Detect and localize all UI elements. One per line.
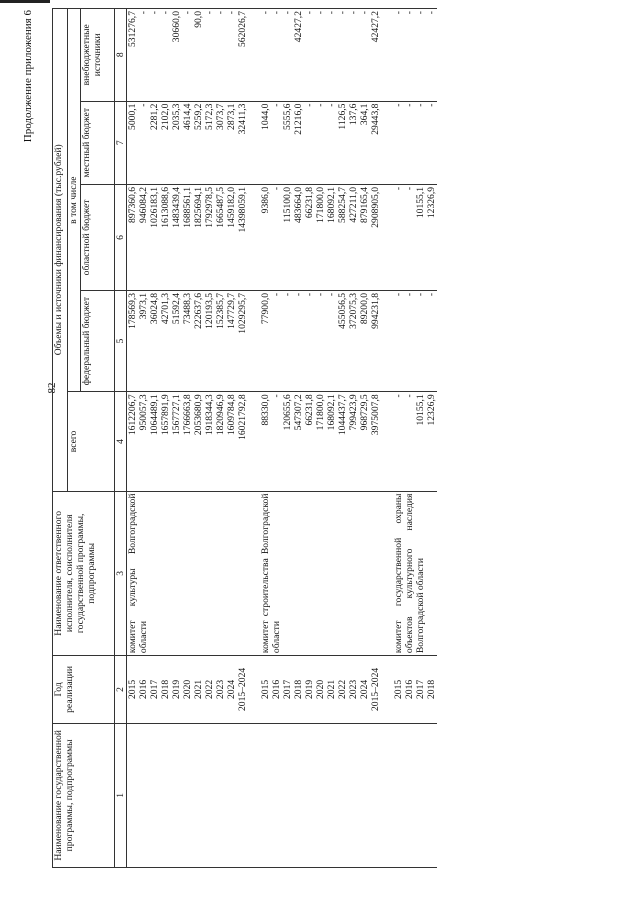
value-ext: - <box>348 9 359 102</box>
value-reg: 1459182,0 <box>226 184 237 290</box>
value-ext: - <box>404 9 415 102</box>
table-row <box>404 9 415 868</box>
value-fed: - <box>315 290 326 391</box>
value-ext: - <box>215 9 226 102</box>
value-total: 968729,5 <box>359 392 370 491</box>
value-loc: 1126,5 <box>337 101 348 184</box>
value-fed: - <box>282 290 293 391</box>
value-ext: - <box>337 9 348 102</box>
value-ext: - <box>226 9 237 102</box>
program-cell <box>127 723 139 867</box>
program-cell <box>326 723 337 867</box>
program-cell <box>337 723 348 867</box>
year-cell: 2024 <box>226 656 237 724</box>
value-total: 88330,0 <box>248 392 271 491</box>
col-number: 2 <box>115 656 127 724</box>
year-cell: 2018 <box>293 656 304 724</box>
value-fed: 120193,5 <box>204 290 215 391</box>
value-total: 1044437,7 <box>337 392 348 491</box>
value-total: 171800,0 <box>315 392 326 491</box>
value-loc: 2281,2 <box>149 101 160 184</box>
table-row <box>359 9 370 868</box>
executor-cell: комитет строительства Волгоградской области <box>248 491 381 656</box>
value-reg: 14398059,1 <box>237 184 248 290</box>
value-loc: - <box>381 101 404 184</box>
value-total: 1918344,3 <box>204 392 215 491</box>
program-cell <box>304 723 315 867</box>
value-loc: 21216,0 <box>293 101 304 184</box>
value-total: 12326,9 <box>426 392 437 491</box>
value-ext: - <box>282 9 293 102</box>
table-row <box>370 9 381 868</box>
value-loc: - <box>415 101 426 184</box>
program-cell <box>370 723 381 867</box>
header-total: всего <box>68 392 115 491</box>
year-cell: 2016 <box>404 656 415 724</box>
value-total: 1567727,1 <box>171 392 182 491</box>
value-loc: 2873,1 <box>226 101 237 184</box>
program-cell <box>381 723 404 867</box>
value-reg: 66231,8 <box>304 184 315 290</box>
program-cell <box>193 723 204 867</box>
value-loc: 364,1 <box>359 101 370 184</box>
value-reg: 427211,0 <box>348 184 359 290</box>
year-cell: 2017 <box>282 656 293 724</box>
table-row <box>282 9 293 868</box>
value-ext: - <box>426 9 437 102</box>
table-row <box>337 9 348 868</box>
value-ext: - <box>160 9 171 102</box>
table-row <box>149 9 160 868</box>
value-reg: 879165,4 <box>359 184 370 290</box>
year-cell: 2016 <box>138 656 149 724</box>
value-total: 799423,9 <box>348 392 359 491</box>
table-row <box>315 9 326 868</box>
value-loc: 29443,8 <box>370 101 381 184</box>
program-cell <box>171 723 182 867</box>
year-cell: 2015 <box>127 656 139 724</box>
value-reg: 1825694,1 <box>193 184 204 290</box>
program-cell <box>226 723 237 867</box>
value-total: 2053680,9 <box>193 392 204 491</box>
value-loc: 5000,1 <box>127 101 139 184</box>
year-cell: 2019 <box>304 656 315 724</box>
table-row <box>326 9 337 868</box>
value-total: 1612206,7 <box>127 392 139 491</box>
program-cell <box>215 723 226 867</box>
value-total: 10155,1 <box>415 392 426 491</box>
value-ext: - <box>248 9 271 102</box>
value-loc: 1044,0 <box>248 101 271 184</box>
value-total: 547307,2 <box>293 392 304 491</box>
value-total: 3975007,8 <box>370 392 381 491</box>
value-total: 1657891,9 <box>160 392 171 491</box>
year-cell: 2022 <box>337 656 348 724</box>
program-cell <box>404 723 415 867</box>
value-ext: 562026,7 <box>237 9 248 102</box>
value-loc: 32411,3 <box>237 101 248 184</box>
table-row <box>426 9 437 868</box>
table-row <box>293 9 304 868</box>
program-cell <box>282 723 293 867</box>
continuation-title: Продолжение приложения 6 <box>22 10 34 143</box>
col-number: 1 <box>115 723 127 867</box>
value-reg: 1688561,1 <box>182 184 193 290</box>
value-reg: 12326,9 <box>426 184 437 290</box>
value-reg: 1613088,6 <box>160 184 171 290</box>
table-row <box>271 9 282 868</box>
value-fed: - <box>426 290 437 391</box>
program-cell <box>160 723 171 867</box>
value-total: - <box>271 392 282 491</box>
value-reg: 168092,1 <box>326 184 337 290</box>
year-cell: 2015–2024 <box>237 656 248 724</box>
year-cell: 2020 <box>315 656 326 724</box>
value-total: 1064489,1 <box>149 392 160 491</box>
year-cell: 2018 <box>160 656 171 724</box>
value-ext: 90,0 <box>193 9 204 102</box>
value-total: - <box>381 392 404 491</box>
value-fed: 42701,3 <box>160 290 171 391</box>
value-ext: - <box>315 9 326 102</box>
value-reg: 10155,1 <box>415 184 426 290</box>
value-reg: - <box>381 184 404 290</box>
value-total: 1820946,9 <box>215 392 226 491</box>
value-loc: 4614,4 <box>182 101 193 184</box>
value-ext: - <box>304 9 315 102</box>
col-number: 7 <box>115 101 127 184</box>
header-in-that-number: в том числе <box>68 9 81 392</box>
table-row <box>182 9 193 868</box>
program-cell <box>237 723 248 867</box>
value-loc: 5555,6 <box>282 101 293 184</box>
value-fed: 455056,5 <box>337 290 348 391</box>
value-reg: 115100,0 <box>282 184 293 290</box>
value-loc: - <box>426 101 437 184</box>
value-reg: 1792978,5 <box>204 184 215 290</box>
year-cell: 2022 <box>204 656 215 724</box>
value-fed: 77900,0 <box>248 290 271 391</box>
value-loc: - <box>271 101 282 184</box>
header-regional: областной бюджет <box>81 184 115 290</box>
value-loc: - <box>404 101 415 184</box>
year-cell: 2021 <box>326 656 337 724</box>
value-fed: - <box>404 290 415 391</box>
value-fed: 1029295,7 <box>237 290 248 391</box>
value-reg: - <box>271 184 282 290</box>
value-ext: - <box>415 9 426 102</box>
table-row <box>415 9 426 868</box>
value-ext: - <box>326 9 337 102</box>
value-ext: - <box>381 9 404 102</box>
header-funding: Объемы и источники финансирования (тыс.рублей) <box>53 9 68 492</box>
col-number: 6 <box>115 184 127 290</box>
year-cell: 2015–2024 <box>370 656 381 724</box>
value-fed: 51592,4 <box>171 290 182 391</box>
year-cell: 2020 <box>182 656 193 724</box>
value-ext: - <box>138 9 149 102</box>
value-total: - <box>404 392 415 491</box>
program-cell <box>138 723 149 867</box>
col-number: 5 <box>115 290 127 391</box>
header-extrabudget: внебюджетные источники <box>81 9 115 102</box>
value-ext: 30660,0 <box>171 9 182 102</box>
table-body <box>127 9 438 868</box>
value-fed: 3973,1 <box>138 290 149 391</box>
year-cell: 2017 <box>149 656 160 724</box>
program-cell <box>271 723 282 867</box>
value-total: 168092,1 <box>326 392 337 491</box>
value-loc: 5172,3 <box>204 101 215 184</box>
header-executor: Наименование ответственного исполнителя, соисполнителя государственной программы, подпрограммы <box>53 491 115 656</box>
value-fed: 147729,7 <box>226 290 237 391</box>
value-ext: - <box>149 9 160 102</box>
executor-cell: комитет культуры Волгоградской области <box>127 491 249 656</box>
funding-table <box>52 8 437 868</box>
year-cell: 2017 <box>415 656 426 724</box>
year-cell: 2023 <box>215 656 226 724</box>
table-row <box>237 9 248 868</box>
col-number: 3 <box>115 491 127 656</box>
year-cell: 2015 <box>248 656 271 724</box>
table-row <box>215 9 226 868</box>
value-loc: 2102,0 <box>160 101 171 184</box>
value-ext: 42427,2 <box>293 9 304 102</box>
value-ext: 531276,7 <box>127 9 139 102</box>
value-total: 1609784,8 <box>226 392 237 491</box>
value-fed: 222637,6 <box>193 290 204 391</box>
landscape-content <box>22 8 592 868</box>
program-cell <box>348 723 359 867</box>
value-fed: - <box>304 290 315 391</box>
value-reg: 1665487,5 <box>215 184 226 290</box>
program-cell <box>182 723 193 867</box>
table-row <box>204 9 215 868</box>
value-fed: 36024,8 <box>149 290 160 391</box>
value-total: 120655,6 <box>282 392 293 491</box>
value-reg: 946084,2 <box>138 184 149 290</box>
year-cell: 2015 <box>381 656 404 724</box>
value-reg: 588254,7 <box>337 184 348 290</box>
program-cell <box>315 723 326 867</box>
year-cell: 2016 <box>271 656 282 724</box>
table-row <box>138 9 149 868</box>
value-total: 66231,8 <box>304 392 315 491</box>
table-row <box>127 9 139 868</box>
col-number: 4 <box>115 392 127 491</box>
value-total: 16021792,8 <box>237 392 248 491</box>
value-fed: 89200,0 <box>359 290 370 391</box>
col-number: 8 <box>115 9 127 102</box>
program-cell <box>415 723 426 867</box>
value-fed: - <box>326 290 337 391</box>
program-cell <box>293 723 304 867</box>
value-loc: 3073,7 <box>215 101 226 184</box>
header-federal: федеральный бюджет <box>81 290 115 391</box>
value-fed: 372075,3 <box>348 290 359 391</box>
value-fed: 73488,3 <box>182 290 193 391</box>
value-ext: - <box>359 9 370 102</box>
value-fed: - <box>415 290 426 391</box>
header-year: Год реализации <box>53 656 115 724</box>
value-ext: - <box>182 9 193 102</box>
program-cell <box>359 723 370 867</box>
executor-cell: комитет государственной охраны объектов культурного наследия Волгоградской области <box>381 491 437 656</box>
value-reg: - <box>404 184 415 290</box>
year-cell: 2024 <box>359 656 370 724</box>
value-loc: 2035,3 <box>171 101 182 184</box>
table-row <box>381 9 404 868</box>
program-cell <box>149 723 160 867</box>
value-fed: - <box>381 290 404 391</box>
year-cell: 2019 <box>171 656 182 724</box>
value-fed: 994231,8 <box>370 290 381 391</box>
year-cell: 2018 <box>426 656 437 724</box>
value-fed: - <box>271 290 282 391</box>
value-reg: 1483439,4 <box>171 184 182 290</box>
value-ext: - <box>271 9 282 102</box>
value-reg: 171800,0 <box>315 184 326 290</box>
value-total: 950057,3 <box>138 392 149 491</box>
value-reg: 483664,0 <box>293 184 304 290</box>
value-fed: - <box>293 290 304 391</box>
year-cell: 2023 <box>348 656 359 724</box>
table-row <box>304 9 315 868</box>
page-number: 82 <box>46 382 58 394</box>
table-row <box>171 9 182 868</box>
value-total: 1766663,8 <box>182 392 193 491</box>
value-fed: 152385,7 <box>215 290 226 391</box>
table-row <box>248 9 271 868</box>
value-reg: 9386,0 <box>248 184 271 290</box>
header-local: местный бюджет <box>81 101 115 184</box>
program-cell <box>204 723 215 867</box>
value-loc: - <box>304 101 315 184</box>
table-row <box>348 9 359 868</box>
value-loc: 137,6 <box>348 101 359 184</box>
year-cell: 2021 <box>193 656 204 724</box>
value-reg: 897360,6 <box>127 184 139 290</box>
value-loc: 5259,2 <box>193 101 204 184</box>
value-reg: 1026183,1 <box>149 184 160 290</box>
program-cell <box>426 723 437 867</box>
table-row <box>160 9 171 868</box>
header-program: Наименование государственной программы, подпрограммы <box>53 723 115 867</box>
value-ext: 42427,2 <box>370 9 381 102</box>
table-row <box>193 9 204 868</box>
value-fed: 178569,3 <box>127 290 139 391</box>
table-row <box>226 9 237 868</box>
value-loc: - <box>326 101 337 184</box>
value-loc: - <box>315 101 326 184</box>
program-cell <box>248 723 271 867</box>
value-reg: 2908905,0 <box>370 184 381 290</box>
value-ext: - <box>204 9 215 102</box>
value-loc: - <box>138 101 149 184</box>
